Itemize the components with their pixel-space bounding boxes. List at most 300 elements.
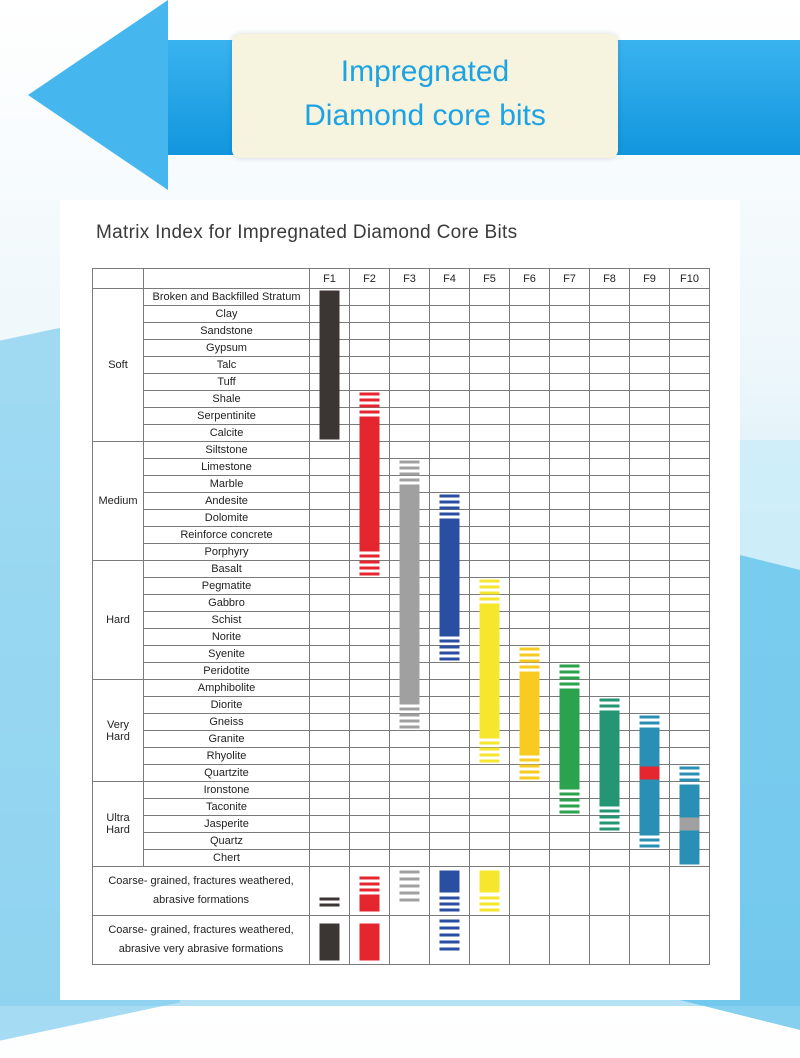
rock-name: Gneiss	[144, 714, 310, 731]
cell-f8	[590, 867, 630, 916]
cell-f3	[390, 595, 430, 612]
cell-f1	[310, 680, 350, 697]
cell-f5	[470, 748, 510, 765]
cell-f6	[510, 476, 550, 493]
table-row	[93, 612, 710, 629]
cell-f4	[430, 816, 470, 833]
cell-f3	[390, 459, 430, 476]
cell-f3	[390, 527, 430, 544]
cell-f9	[630, 476, 670, 493]
cell-f2	[350, 799, 390, 816]
header-row	[93, 269, 710, 289]
cell-f10	[670, 493, 710, 510]
rock-name: Siltstone	[144, 442, 310, 459]
cell-f6	[510, 867, 550, 916]
cell-f9	[630, 561, 670, 578]
cell-f9	[630, 714, 670, 731]
cell-f7	[550, 374, 590, 391]
cell-f6	[510, 799, 550, 816]
cell-f3	[390, 544, 430, 561]
cell-f4	[430, 612, 470, 629]
rock-name: Norite	[144, 629, 310, 646]
rock-name: Marble	[144, 476, 310, 493]
cell-f10	[670, 799, 710, 816]
cell-f7	[550, 391, 590, 408]
cell-f5	[470, 459, 510, 476]
column-header-f8: F8	[590, 269, 630, 289]
table-row	[93, 340, 710, 357]
rock-name: Diorite	[144, 697, 310, 714]
cell-f7	[550, 493, 590, 510]
cell-f9	[630, 408, 670, 425]
cell-f6	[510, 374, 550, 391]
cell-f2	[350, 510, 390, 527]
header-title-line1: Impregnated	[340, 55, 510, 88]
cell-f5	[470, 731, 510, 748]
cell-f9	[630, 544, 670, 561]
cell-f7	[550, 442, 590, 459]
cell-f9	[630, 646, 670, 663]
cell-f10	[670, 629, 710, 646]
cell-f1	[310, 646, 350, 663]
cell-f3	[390, 714, 430, 731]
cell-f2	[350, 782, 390, 799]
cell-f5	[470, 612, 510, 629]
cell-f3	[390, 510, 430, 527]
cell-f9	[630, 612, 670, 629]
cell-f8	[590, 510, 630, 527]
cell-f3	[390, 306, 430, 323]
cell-f7	[550, 357, 590, 374]
cell-f2	[350, 850, 390, 867]
table-row	[93, 799, 710, 816]
cell-f3	[390, 680, 430, 697]
cell-f2	[350, 916, 390, 965]
cell-f7	[550, 561, 590, 578]
cell-f6	[510, 391, 550, 408]
cell-f4	[430, 646, 470, 663]
cell-f2	[350, 663, 390, 680]
table-row	[93, 697, 710, 714]
cell-f2	[350, 527, 390, 544]
cell-f10	[670, 340, 710, 357]
cell-f7	[550, 629, 590, 646]
cell-f8	[590, 765, 630, 782]
cell-f4	[430, 833, 470, 850]
cell-f1	[310, 867, 350, 916]
cell-f1	[310, 850, 350, 867]
cell-f10	[670, 748, 710, 765]
column-header-f1: F1	[310, 269, 350, 289]
cell-f4	[430, 799, 470, 816]
cell-f6	[510, 425, 550, 442]
cell-f6	[510, 850, 550, 867]
cell-f8	[590, 663, 630, 680]
cell-f3	[390, 374, 430, 391]
table-row	[93, 510, 710, 527]
cell-f9	[630, 816, 670, 833]
cell-f4	[430, 510, 470, 527]
rock-name: Rhyolite	[144, 748, 310, 765]
rock-name: Amphibolite	[144, 680, 310, 697]
table-row	[93, 578, 710, 595]
cell-f10	[670, 561, 710, 578]
header-title-line2: Diamond core bits	[304, 99, 546, 132]
cell-f5	[470, 595, 510, 612]
cell-f10	[670, 527, 710, 544]
cell-f9	[630, 340, 670, 357]
cell-f7	[550, 765, 590, 782]
rock-name: Limestone	[144, 459, 310, 476]
cell-f8	[590, 782, 630, 799]
cell-f3	[390, 663, 430, 680]
cell-f8	[590, 306, 630, 323]
cell-f4	[430, 595, 470, 612]
rock-name: Andesite	[144, 493, 310, 510]
cell-f6	[510, 765, 550, 782]
cell-f6	[510, 323, 550, 340]
cell-f8	[590, 714, 630, 731]
cell-f8	[590, 799, 630, 816]
cell-f8	[590, 391, 630, 408]
cell-f3	[390, 816, 430, 833]
rock-name: Broken and Backfilled Stratum	[144, 289, 310, 306]
cell-f8	[590, 578, 630, 595]
cell-f9	[630, 731, 670, 748]
cell-f10	[670, 374, 710, 391]
cell-f7	[550, 816, 590, 833]
cell-f9	[630, 391, 670, 408]
table-row	[93, 816, 710, 833]
cell-f4	[430, 867, 470, 916]
cell-f10	[670, 663, 710, 680]
cell-f5	[470, 289, 510, 306]
table-row	[93, 833, 710, 850]
cell-f5	[470, 680, 510, 697]
cell-f4	[430, 731, 470, 748]
cell-f6	[510, 680, 550, 697]
cell-f8	[590, 916, 630, 965]
cell-f2	[350, 357, 390, 374]
cell-f9	[630, 629, 670, 646]
cell-f5	[470, 442, 510, 459]
cell-f5	[470, 323, 510, 340]
cell-f7	[550, 916, 590, 965]
cell-f2	[350, 374, 390, 391]
cell-f4	[430, 459, 470, 476]
cell-f1	[310, 442, 350, 459]
cell-f7	[550, 340, 590, 357]
cell-f4	[430, 748, 470, 765]
cell-f4	[430, 493, 470, 510]
hardness-group-medium: Medium	[93, 442, 144, 561]
cell-f7	[550, 748, 590, 765]
table-row	[93, 476, 710, 493]
cell-f1	[310, 799, 350, 816]
table-row	[93, 442, 710, 459]
cell-f5	[470, 816, 510, 833]
cell-f7	[550, 663, 590, 680]
cell-f3	[390, 408, 430, 425]
rock-name: Calcite	[144, 425, 310, 442]
cell-f10	[670, 646, 710, 663]
rock-name: Shale	[144, 391, 310, 408]
table-row	[93, 782, 710, 799]
cell-f8	[590, 816, 630, 833]
cell-f1	[310, 697, 350, 714]
cell-f5	[470, 493, 510, 510]
cell-f1	[310, 595, 350, 612]
cell-f1	[310, 408, 350, 425]
cell-f1	[310, 289, 350, 306]
cell-f7	[550, 833, 590, 850]
cell-f5	[470, 340, 510, 357]
cell-f8	[590, 731, 630, 748]
cell-f5	[470, 561, 510, 578]
cell-f3	[390, 629, 430, 646]
cell-f4	[430, 663, 470, 680]
cell-f6	[510, 629, 550, 646]
cell-f3	[390, 748, 430, 765]
cell-f10	[670, 850, 710, 867]
table-row	[93, 425, 710, 442]
hardness-group-hard: Hard	[93, 561, 144, 680]
table-row	[93, 663, 710, 680]
cell-f9	[630, 867, 670, 916]
cell-f3	[390, 476, 430, 493]
cell-f5	[470, 867, 510, 916]
cell-f8	[590, 459, 630, 476]
cell-f8	[590, 340, 630, 357]
cell-f10	[670, 731, 710, 748]
rock-name: Ironstone	[144, 782, 310, 799]
cell-f10	[670, 459, 710, 476]
cell-f6	[510, 916, 550, 965]
cell-f7	[550, 731, 590, 748]
cell-f10	[670, 916, 710, 965]
cell-f2	[350, 646, 390, 663]
cell-f2	[350, 612, 390, 629]
rock-name: Taconite	[144, 799, 310, 816]
cell-f7	[550, 680, 590, 697]
cell-f3	[390, 765, 430, 782]
cell-f8	[590, 442, 630, 459]
cell-f10	[670, 782, 710, 799]
cell-f6	[510, 544, 550, 561]
cell-f9	[630, 578, 670, 595]
cell-f10	[670, 357, 710, 374]
cell-f1	[310, 561, 350, 578]
table-row	[93, 714, 710, 731]
cell-f7	[550, 289, 590, 306]
cell-f2	[350, 731, 390, 748]
cell-f8	[590, 646, 630, 663]
cell-f3	[390, 289, 430, 306]
cell-f4	[430, 374, 470, 391]
cell-f5	[470, 782, 510, 799]
cell-f1	[310, 510, 350, 527]
cell-f3	[390, 493, 430, 510]
rock-name: Gabbro	[144, 595, 310, 612]
cell-f1	[310, 731, 350, 748]
table-row	[93, 680, 710, 697]
cell-f7	[550, 527, 590, 544]
cell-f9	[630, 765, 670, 782]
cell-f5	[470, 357, 510, 374]
rock-name: Talc	[144, 357, 310, 374]
cell-f1	[310, 374, 350, 391]
table-row	[93, 629, 710, 646]
cell-f3	[390, 850, 430, 867]
cell-f3	[390, 697, 430, 714]
cell-f6	[510, 714, 550, 731]
cell-f2	[350, 306, 390, 323]
cell-f8	[590, 850, 630, 867]
rock-name: Dolomite	[144, 510, 310, 527]
cell-f1	[310, 578, 350, 595]
cell-f10	[670, 816, 710, 833]
cell-f7	[550, 714, 590, 731]
cell-f9	[630, 357, 670, 374]
cell-f2	[350, 595, 390, 612]
cell-f2	[350, 425, 390, 442]
cell-f2	[350, 867, 390, 916]
cell-f8	[590, 289, 630, 306]
formation-note: Coarse- grained, fractures weathered, abrasive very abrasive formations	[93, 916, 310, 965]
cell-f2	[350, 391, 390, 408]
cell-f9	[630, 799, 670, 816]
cell-f10	[670, 476, 710, 493]
cell-f6	[510, 289, 550, 306]
rock-name: Quartz	[144, 833, 310, 850]
cell-f1	[310, 782, 350, 799]
corner-cell	[93, 269, 144, 289]
cell-f8	[590, 748, 630, 765]
cell-f3	[390, 867, 430, 916]
cell-f8	[590, 680, 630, 697]
cell-f4	[430, 782, 470, 799]
cell-f1	[310, 527, 350, 544]
cell-f5	[470, 629, 510, 646]
cell-f5	[470, 408, 510, 425]
rock-name: Reinforce concrete	[144, 527, 310, 544]
table-row	[93, 646, 710, 663]
cell-f8	[590, 357, 630, 374]
cell-f2	[350, 714, 390, 731]
cell-f1	[310, 748, 350, 765]
cell-f4	[430, 306, 470, 323]
cell-f7	[550, 425, 590, 442]
cell-f4	[430, 442, 470, 459]
cell-f4	[430, 714, 470, 731]
cell-f6	[510, 748, 550, 765]
table-row	[93, 306, 710, 323]
cell-f1	[310, 833, 350, 850]
cell-f2	[350, 629, 390, 646]
cell-f6	[510, 782, 550, 799]
cell-f2	[350, 748, 390, 765]
cell-f6	[510, 697, 550, 714]
rock-name: Syenite	[144, 646, 310, 663]
cell-f1	[310, 493, 350, 510]
cell-f9	[630, 442, 670, 459]
cell-f8	[590, 697, 630, 714]
cell-f2	[350, 289, 390, 306]
cell-f2	[350, 544, 390, 561]
rock-name: Schist	[144, 612, 310, 629]
cell-f10	[670, 306, 710, 323]
cell-f4	[430, 340, 470, 357]
column-header-f9: F9	[630, 269, 670, 289]
cell-f8	[590, 408, 630, 425]
matrix-title: Matrix Index for Impregnated Diamond Core Bits	[96, 222, 518, 243]
cell-f4	[430, 561, 470, 578]
cell-f7	[550, 646, 590, 663]
cell-f1	[310, 544, 350, 561]
table-row	[93, 493, 710, 510]
cell-f1	[310, 357, 350, 374]
rock-header-cell	[144, 269, 310, 289]
cell-f6	[510, 408, 550, 425]
cell-f6	[510, 646, 550, 663]
table-row	[93, 323, 710, 340]
cell-f6	[510, 306, 550, 323]
cell-f2	[350, 680, 390, 697]
cell-f9	[630, 510, 670, 527]
cell-f5	[470, 697, 510, 714]
table-row	[93, 544, 710, 561]
cell-f3	[390, 799, 430, 816]
cell-f6	[510, 595, 550, 612]
cell-f1	[310, 476, 350, 493]
cell-f3	[390, 442, 430, 459]
cell-f4	[430, 527, 470, 544]
cell-f5	[470, 578, 510, 595]
cell-f7	[550, 697, 590, 714]
cell-f3	[390, 782, 430, 799]
rock-name: Chert	[144, 850, 310, 867]
cell-f10	[670, 323, 710, 340]
cell-f5	[470, 544, 510, 561]
matrix-table	[92, 268, 710, 965]
cell-f9	[630, 374, 670, 391]
table-row	[93, 527, 710, 544]
cell-f8	[590, 561, 630, 578]
cell-f8	[590, 374, 630, 391]
note-row	[93, 916, 710, 965]
hardness-group-ultra-hard: Ultra Hard	[93, 782, 144, 867]
cell-f10	[670, 867, 710, 916]
hardness-group-very-hard: Very Hard	[93, 680, 144, 782]
cell-f6	[510, 731, 550, 748]
cell-f5	[470, 374, 510, 391]
rock-name: Peridotite	[144, 663, 310, 680]
table-row	[93, 561, 710, 578]
cell-f9	[630, 833, 670, 850]
cell-f7	[550, 850, 590, 867]
cell-f7	[550, 323, 590, 340]
cell-f6	[510, 561, 550, 578]
cell-f6	[510, 578, 550, 595]
rock-name: Sandstone	[144, 323, 310, 340]
cell-f2	[350, 408, 390, 425]
table-row	[93, 357, 710, 374]
table-row	[93, 731, 710, 748]
rock-name: Gypsum	[144, 340, 310, 357]
cell-f5	[470, 425, 510, 442]
cell-f10	[670, 510, 710, 527]
cell-f1	[310, 816, 350, 833]
